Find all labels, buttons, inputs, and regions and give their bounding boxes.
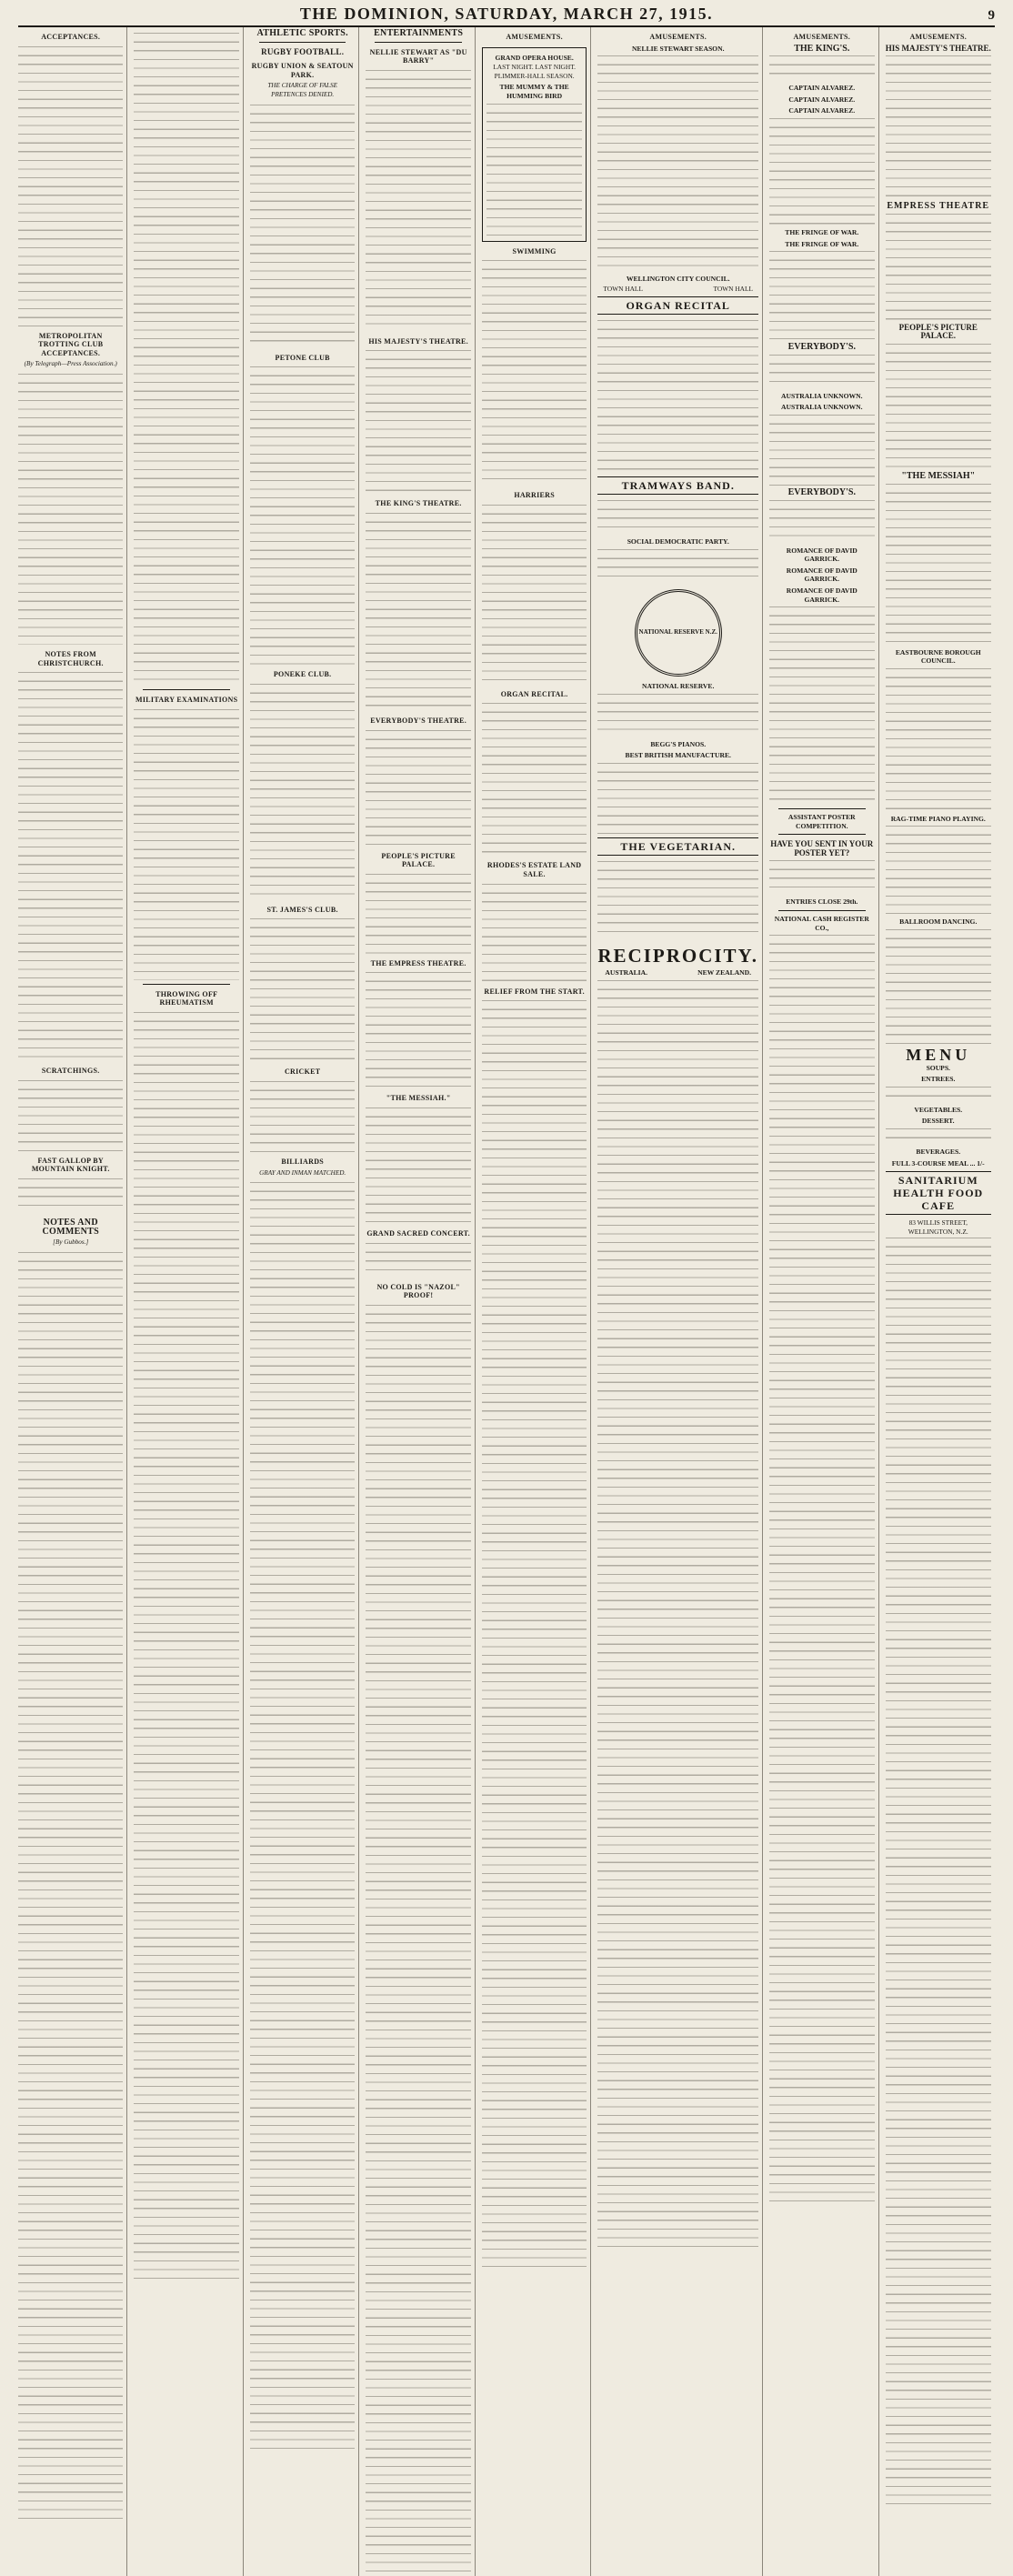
ad-line: TOWN HALL bbox=[603, 284, 643, 293]
heading-military: MILITARY EXAMINATIONS bbox=[135, 696, 238, 704]
ad-grand-opera bbox=[482, 47, 587, 242]
text-block bbox=[597, 498, 758, 535]
ad-everybodys: EVERYBODY'S. bbox=[787, 486, 856, 497]
column-8 bbox=[886, 27, 995, 2576]
heading-empress: THE EMPRESS THEATRE. bbox=[370, 958, 466, 967]
ad-line: PLIMMER-HALL SEASON. bbox=[494, 71, 575, 80]
menu-heading: MENU bbox=[906, 1045, 971, 1064]
menu-vegetables: VEGETABLES. bbox=[914, 1105, 963, 1114]
text-block bbox=[250, 365, 355, 665]
text-block bbox=[886, 927, 991, 1046]
text-block bbox=[769, 605, 874, 805]
column-6 bbox=[597, 27, 763, 2576]
masthead-title: THE DOMINION, SATURDAY, MARCH 27, 1915. bbox=[299, 5, 714, 23]
text-block bbox=[769, 933, 874, 2206]
ad-reciprocity: RECIPROCITY. bbox=[597, 944, 759, 967]
menu-beverages: BEVERAGES. bbox=[916, 1147, 961, 1156]
ad-australia-unknown: AUSTRALIA UNKNOWN. bbox=[781, 391, 863, 400]
ad-sanitarium-address: 83 WILLIS STREET, WELLINGTON, N.Z. bbox=[908, 1218, 968, 1236]
divider bbox=[143, 689, 229, 690]
ad-wellington-council: WELLINGTON CITY COUNCIL. bbox=[626, 275, 730, 284]
columns bbox=[18, 27, 995, 1499]
ad-line: THE MUMMY & THE HUMMING BIRD bbox=[499, 83, 569, 100]
ad-ballroom: BALLROOM DANCING. bbox=[899, 917, 978, 927]
national-reserve-emblem bbox=[635, 589, 722, 677]
ad-peoples: PEOPLE'S PICTURE PALACE. bbox=[898, 322, 978, 341]
text-block bbox=[886, 342, 991, 469]
ad-kings: THE KING'S. bbox=[794, 43, 850, 54]
ad-poster-competition: ASSISTANT POSTER COMPETITION. bbox=[787, 813, 856, 830]
text-block bbox=[482, 998, 587, 2271]
column-3 bbox=[250, 27, 359, 2576]
subheading-gray-inman: GRAY AND INMAN MATCHED. bbox=[259, 1168, 346, 1177]
text-block bbox=[18, 1078, 123, 1151]
heading-metro-trotting: METROPOLITAN TROTTING CLUB ACCEPTANCES. bbox=[38, 331, 104, 357]
text-block bbox=[597, 692, 758, 737]
text-block bbox=[18, 1250, 123, 2523]
text-block bbox=[482, 258, 587, 486]
menu-soups: SOUPS. bbox=[926, 1063, 950, 1072]
ad-vegetarian: THE VEGETARIAN. bbox=[597, 837, 758, 856]
text-block bbox=[250, 1079, 355, 1152]
heading-swimming: SWIMMING bbox=[512, 246, 557, 256]
ad-line: TOWN HALL bbox=[713, 284, 754, 293]
text-block bbox=[18, 1177, 123, 1213]
heading-messiah: "THE MESSIAH." bbox=[386, 1094, 451, 1103]
page-number: 9 bbox=[988, 8, 995, 23]
text-block bbox=[134, 1010, 238, 2283]
heading-rugby-union: RUGBY UNION & SEATOUN PARK. bbox=[251, 62, 354, 79]
ad-line: LAST NIGHT. LAST NIGHT. bbox=[493, 63, 577, 72]
ad-david-garrick: ROMANCE OF DAVID GARRICK. bbox=[786, 546, 858, 564]
menu-full-meal: FULL 3-COURSE MEAL ... 1/- bbox=[891, 1158, 985, 1168]
emblem-text: NATIONAL RESERVE N.Z. bbox=[638, 628, 717, 636]
divider bbox=[778, 808, 865, 809]
text-block bbox=[597, 978, 758, 2251]
ad-national-reserve: NATIONAL RESERVE. bbox=[642, 681, 715, 690]
text-block bbox=[769, 116, 874, 226]
heading-notes-comments: NOTES AND COMMENTS bbox=[42, 1217, 99, 1237]
text-block bbox=[366, 68, 470, 332]
ad-captain-alvarez: CAPTAIN ALVAREZ. bbox=[788, 84, 856, 93]
ad-british-manufacture: BEST BRITISH MANUFACTURE. bbox=[625, 751, 731, 760]
text-block bbox=[597, 318, 758, 473]
column-7 bbox=[769, 27, 878, 2576]
label-new-zealand: NEW ZEALAND. bbox=[697, 967, 752, 977]
text-block bbox=[134, 707, 238, 980]
ad-messiah: "THE MESSIAH" bbox=[901, 470, 976, 481]
ad-nellie-season: NELLIE STEWART SEASON. bbox=[631, 44, 725, 53]
menu-entrees: ENTREES. bbox=[921, 1075, 956, 1084]
text-block bbox=[769, 858, 874, 895]
text-block bbox=[366, 728, 470, 847]
ad-fringe-of-war: THE FRINGE OF WAR. bbox=[785, 239, 859, 248]
text-block bbox=[366, 872, 470, 954]
heading-acceptances: ACCEPTANCES. bbox=[41, 33, 101, 41]
reciprocity-countries bbox=[605, 968, 751, 977]
ad-empress: EMPRESS THEATRE bbox=[887, 201, 990, 212]
ad-entries-close: ENTRIES CLOSE 29th. bbox=[786, 897, 858, 907]
heading-petone: PETONE CLUB bbox=[275, 353, 330, 362]
masthead bbox=[18, 4, 995, 27]
heading-billiards: BILLIARDS bbox=[281, 1157, 325, 1166]
ad-captain-alvarez: CAPTAIN ALVAREZ. bbox=[788, 95, 856, 104]
heading-amusements: AMUSEMENTS. bbox=[793, 33, 851, 41]
byline: [By Gubbos.] bbox=[53, 1238, 89, 1247]
text-block bbox=[482, 701, 587, 856]
ad-town-hall bbox=[603, 285, 753, 294]
text-block bbox=[250, 917, 355, 1062]
ad-tramways-band: TRAMWAYS BAND. bbox=[597, 476, 758, 495]
ad-ragtime: RAG-TIME PIANO PLAYING. bbox=[890, 814, 986, 823]
text-block bbox=[886, 824, 991, 915]
ad-captain-alvarez: CAPTAIN ALVAREZ. bbox=[788, 106, 856, 115]
heading-cricket: CRICKET bbox=[284, 1067, 321, 1077]
heading-rheumatism: THROWING OFF RHEUMATISM bbox=[155, 989, 218, 1007]
heading-harriers: HARRIERS bbox=[514, 491, 555, 500]
heading-scratchings: SCRATCHINGS. bbox=[41, 1067, 100, 1076]
heading-sacred-concert: GRAND SACRED CONCERT. bbox=[366, 1228, 470, 1238]
text-block bbox=[597, 859, 758, 936]
text-block bbox=[886, 1236, 991, 2509]
text-block bbox=[597, 54, 758, 272]
ad-david-garrick: ROMANCE OF DAVID GARRICK. bbox=[786, 566, 858, 584]
ad-fringe-of-war: THE FRINGE OF WAR. bbox=[785, 227, 859, 236]
text-block bbox=[769, 498, 874, 544]
heading-amusements: AMUSEMENTS. bbox=[909, 33, 968, 41]
text-block bbox=[486, 102, 582, 238]
heading-peoples: PEOPLE'S PICTURE PALACE. bbox=[381, 851, 456, 869]
text-block bbox=[769, 413, 874, 486]
heading-kings-theatre: THE KING'S THEATRE. bbox=[375, 499, 462, 508]
heading-nellie-stewart: NELLIE STEWART AS "DU BARRY" bbox=[369, 47, 467, 65]
heading-fast-gallop: FAST GALLOP BY MOUNTAIN KNIGHT. bbox=[31, 1156, 110, 1174]
column-2 bbox=[134, 27, 243, 2576]
heading-amusements: AMUSEMENTS. bbox=[649, 33, 707, 41]
heading-organ-recital: ORGAN RECITAL. bbox=[500, 689, 568, 698]
text-block bbox=[769, 54, 874, 81]
heading-rugby: RUGBY FOOTBALL. bbox=[261, 46, 345, 56]
ad-title: GRAND OPERA HOUSE. bbox=[495, 53, 574, 62]
ad-eastbourne: EASTBOURNE BOROUGH COUNCIL. bbox=[895, 647, 981, 666]
divider bbox=[259, 42, 346, 43]
text-block bbox=[366, 1241, 470, 1278]
divider bbox=[778, 910, 865, 911]
text-block bbox=[366, 348, 470, 494]
text-block bbox=[482, 882, 587, 982]
heading-notes-christchurch: NOTES FROM CHRISTCHURCH. bbox=[37, 649, 104, 667]
ad-his-majestys: HIS MAJESTY'S THEATRE. bbox=[885, 43, 991, 53]
text-block bbox=[769, 353, 874, 389]
label-australia: AUSTRALIA. bbox=[605, 967, 648, 977]
divider bbox=[375, 42, 461, 43]
heading-amusements: AMUSEMENTS. bbox=[506, 33, 563, 41]
text-block bbox=[886, 212, 991, 321]
ad-cash-register: NATIONAL CASH REGISTER CO., bbox=[774, 915, 869, 932]
divider bbox=[778, 834, 865, 835]
text-block bbox=[597, 547, 758, 584]
text-block bbox=[250, 1180, 355, 2453]
ad-begg-pianos: BEGG'S PIANOS. bbox=[650, 739, 707, 748]
text-block bbox=[886, 482, 991, 646]
heading-nazol: NO COLD IS "NAZOL" PROOF! bbox=[376, 1282, 460, 1300]
text-block bbox=[250, 103, 355, 348]
heading-poneke: PONEKE CLUB. bbox=[273, 670, 332, 679]
ad-sanitarium: SANITARIUM HEALTH FOOD CAFE bbox=[886, 1171, 991, 1215]
text-block bbox=[18, 372, 123, 645]
heading-entertainments: ENTERTAINMENTS bbox=[374, 28, 464, 38]
text-block bbox=[250, 682, 355, 900]
ad-social-democratic: SOCIAL DEMOCRATIC PARTY. bbox=[627, 537, 729, 546]
text-block bbox=[886, 1085, 991, 1103]
text-block bbox=[18, 45, 123, 326]
text-block bbox=[18, 670, 123, 1061]
text-block bbox=[597, 761, 758, 834]
text-block bbox=[886, 667, 991, 812]
text-block bbox=[366, 511, 470, 711]
heading-relief: RELIEF FROM THE START. bbox=[484, 987, 585, 996]
ad-australia-unknown: AUSTRALIA UNKNOWN. bbox=[781, 403, 863, 412]
heading-st-james: ST. JAMES'S CLUB. bbox=[266, 905, 338, 914]
heading-his-majestys: HIS MAJESTY'S THEATRE. bbox=[368, 336, 468, 346]
subheading-false-pretences: THE CHARGE OF FALSE PRETENCES DENIED. bbox=[267, 82, 338, 98]
text-block bbox=[366, 1303, 470, 2576]
heading-everybodys: EVERYBODY'S THEATRE. bbox=[370, 716, 467, 725]
ad-david-garrick: ROMANCE OF DAVID GARRICK. bbox=[786, 586, 858, 604]
column-1 bbox=[18, 27, 127, 2576]
text-block bbox=[886, 1127, 991, 1145]
byline: (By Telegraph—Press Association.) bbox=[24, 360, 117, 368]
ad-everybodys: EVERYBODY'S. bbox=[787, 342, 856, 353]
column-5 bbox=[482, 27, 591, 2576]
column-4 bbox=[366, 27, 475, 2576]
ad-have-you-sent: HAVE YOU SENT IN YOUR POSTER YET? bbox=[770, 839, 874, 857]
menu-dessert: DESSERT. bbox=[921, 1117, 955, 1126]
text-block bbox=[134, 31, 238, 686]
text-block bbox=[482, 503, 587, 685]
divider bbox=[143, 984, 229, 985]
ad-organ-recital: ORGAN RECITAL bbox=[597, 296, 758, 315]
text-block bbox=[366, 1106, 470, 1224]
heading-athletic-sports: ATHLETIC SPORTS. bbox=[256, 28, 348, 38]
text-block bbox=[886, 54, 991, 199]
text-block bbox=[769, 249, 874, 340]
text-block bbox=[366, 970, 470, 1088]
heading-rhodes: RHODES'S ESTATE LAND SALE. bbox=[486, 861, 582, 878]
